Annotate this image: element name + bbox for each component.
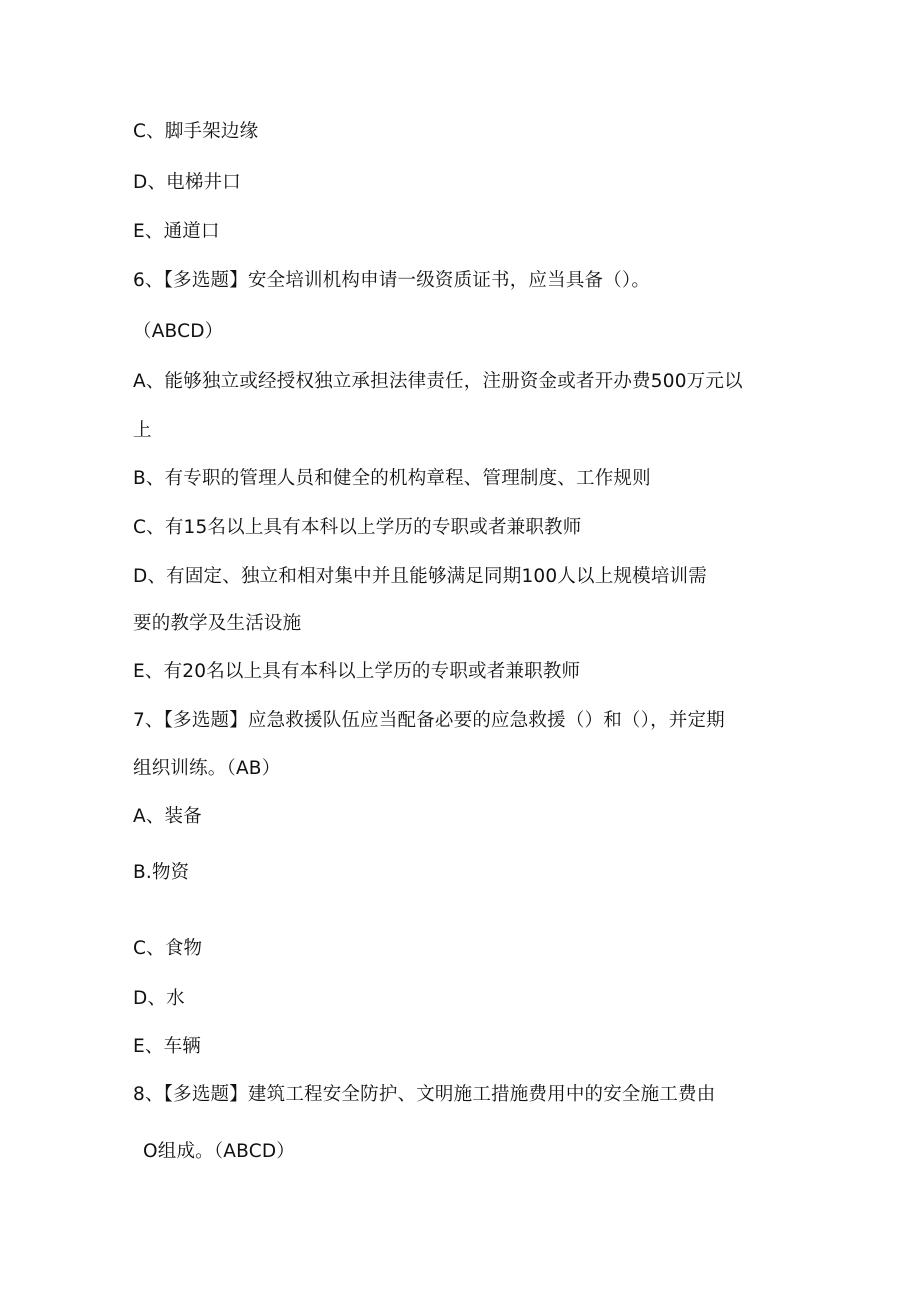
q5-option-d: D、电梯井口 <box>133 172 241 193</box>
q5-option-c: C、脚手架边缘 <box>133 121 259 142</box>
q5-option-e: E、通道口 <box>133 221 220 242</box>
q6-option-a: A、能够独立或经授权独立承担法律责任，注册资金或者开办费500万元以 <box>133 371 743 392</box>
q6-answer: （ABCD） <box>133 321 224 342</box>
q6-option-a-continued: 上 <box>133 420 152 441</box>
q6-question: 6、【多选题】安全培训机构申请一级资质证书，应当具备（）。 <box>133 270 651 291</box>
q8-question: 8、【多选题】建筑工程安全防护、文明施工措施费用中的安全施工费由 <box>133 1084 716 1105</box>
q7-option-b: B.物资 <box>133 862 190 883</box>
q6-option-d-continued: 要的教学及生活设施 <box>133 613 302 634</box>
q6-option-e: E、有20名以上具有本科以上学历的专职或者兼职教师 <box>133 661 581 682</box>
q7-question-continued: 组织训练。（AB） <box>133 758 281 779</box>
q7-option-a: A、装备 <box>133 806 202 827</box>
q7-option-e: E、车辆 <box>133 1036 201 1057</box>
q8-question-continued: O组成。（ABCD） <box>143 1141 295 1162</box>
q6-option-d: D、有固定、独立和相对集中并且能够满足同期100人以上规模培训需 <box>133 566 707 587</box>
q6-option-c: C、有15名以上具有本科以上学历的专职或者兼职教师 <box>133 517 582 538</box>
q7-question: 7、【多选题】应急救援队伍应当配备必要的应急救援（）和（），并定期 <box>133 710 725 731</box>
q7-option-d: D、水 <box>133 988 185 1009</box>
q7-option-c: C、食物 <box>133 938 203 959</box>
q6-option-b: B、有专职的管理人员和健全的机构章程、管理制度、工作规则 <box>133 468 651 489</box>
